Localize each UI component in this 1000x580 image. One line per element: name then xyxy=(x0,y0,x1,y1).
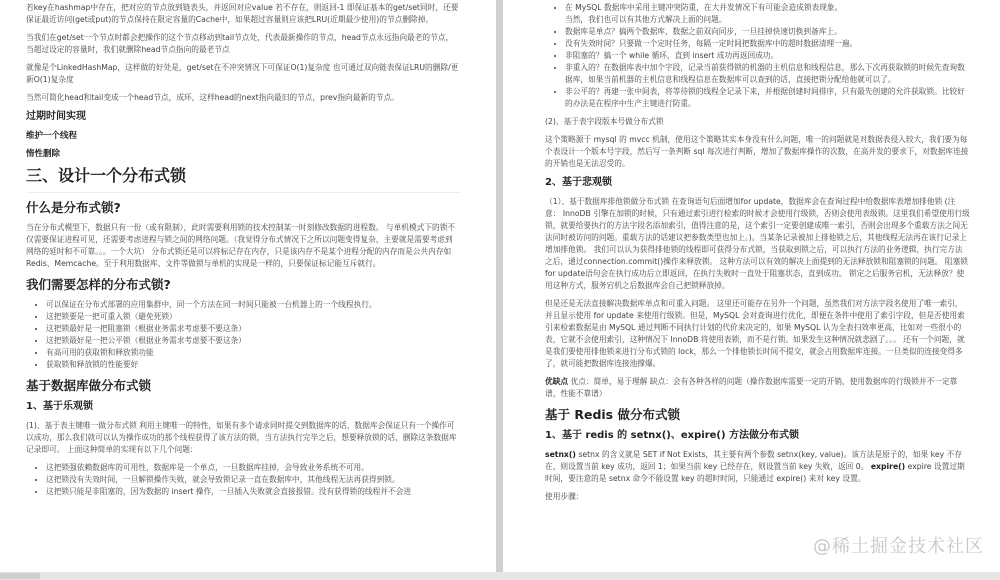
pros-cons-label: 优缺点 xyxy=(545,377,569,386)
list-lock-requirements xyxy=(46,299,460,371)
paragraph-setnx xyxy=(545,449,970,485)
setnx-text: setnx 的含义就是 SET if Not Exists，其主要有两个参数 setnx(key, value)。该方法是原子的，如果 key 不存在，则设置当前 key 成功，返回 1；如果当前 key 已经存在，则设置当前 key 失败，返回 0。 xyxy=(545,450,962,471)
setnx-label: setnx() xyxy=(545,450,576,459)
paragraph-version: 这个策略源于 mysql 的 mvcc 机制，使用这个策略其实本身没有什么问题，唯一的问题就是对数据表侵入较大，我们要为每个表设计一个版本号字段，然后写一条判断 sql 每次进行判断，增加了数据库操作的次数，在高并发的要求下，对数据库连接的开销也是无法忍受的。 xyxy=(545,135,969,168)
list-item-continuation: 当然，我们也可以有其他方式解决上面的问题。 xyxy=(565,15,727,24)
paragraph-pessimistic-lock: （1）、基于数据库排他锁做分布式锁 在查询语句后面增加for update，数据库会在查询过程中给数据库表增加排他锁 (注意： InnoDB 引擎在加锁的时候，只有通过索引进行检索的时候才会使用行级锁，否则会使用表级锁。这里我们希望使用行级锁，就要给要执行的方法字段名添加索引，值得注意的是，这个索引一定要创建成唯一索引，否则会出现多个重载方法之间无法同时被访问的问题。重载方法的话建议把参数类型也加上。)。当某条记录被加上排他锁之后，其他线程无法再在该行记录上增加排他锁。 我们可以认为获得排他锁的线程即可获得分布式锁，当获取到锁之后，可以执行方法的业务逻辑，执行完方法之后，通过connection.commit()操作来释放锁。 这种方法可以有效的解决上面提到的无法释放锁和阻塞锁的问题。 阻塞锁 for update语句会在执行成功后立即返回，在执行失败时一直处于阻塞状态，直到成功。 锁定之后服务宕机，无法释放？使用这种方式，服务宕机之后数据库会自己把锁释放掉。 xyxy=(545,197,970,290)
page-divider xyxy=(496,0,503,572)
horizontal-scrollbar[interactable] xyxy=(0,572,1000,580)
scrollbar-thumb[interactable] xyxy=(0,573,40,579)
list-item: • 在 MySQL 数据库中采用主键冲突防重，在大并发情况下有可能会造成锁表现象。 xyxy=(565,2,970,14)
heading-need-lock: 我们需要怎样的分布式锁? xyxy=(26,277,171,292)
list-item: • 非公平的？再建一张中间表，将等待锁的线程全记录下来，并根据创建时间排序，只有最先创建的允许获取锁。比较好的办法是在程序中生产主键进行防重。 xyxy=(565,86,970,110)
list-item: • 这把锁没有失效时间，一旦解锁操作失败，就会导致锁记录一直在数据库中，其他线程无法再获得到锁。 xyxy=(46,474,460,486)
paragraph-ring: 当然可简化head和tail变成一个head节点，成环，这样head的next指向最旧的节点，prev指向最新的节点。 xyxy=(26,93,399,102)
heading-setnx-expire: 1、基于 redis 的 setnx()、expire() 方法做分布式锁 xyxy=(545,430,800,441)
heading-lazy-delete: 惰性删除 xyxy=(26,149,61,159)
paragraph-lru-get-set: 若key在hashmap中存在，把对应的节点放到链表头，并返回对应value 若不存在，则返回-1 即保证基本的get/set同时，还要保证最近访问(get或put)的节点保持在限定容量的Cache中，如果超过容量则应该把LRU(近期最少使用)的节点删除掉。 xyxy=(26,3,459,24)
expire-label: expire() xyxy=(870,462,906,471)
heading-what-is-lock: 什么是分布式锁? xyxy=(26,200,121,215)
list-item: • 有高可用的获取锁和释放锁功能 xyxy=(46,347,460,359)
paragraph-optimistic-lock: (1)、基于表主键唯一做分布式锁 利用主键唯一的特性，如果有多个请求同时提交到数据库的话，数据库会保证只有一个操作可以成功，那么我们就可以认为操作成功的那个线程获得了该方法的锁，当方法执行完毕之后，想要释放锁的话，删除这条数据库记录即可。 上面这种简单的实现有以下几个问题： xyxy=(26,421,457,454)
heading-maintain-thread: 维护一个线程 xyxy=(26,131,78,141)
document-page-left xyxy=(0,0,496,572)
heading-expire-impl: 过期时间实现 xyxy=(26,111,86,122)
heading-redis-lock: 基于 Redis 做分布式锁 xyxy=(545,407,680,422)
pros-cons-text: 优点：简单，易于理解 缺点：会有各种各样的问题（操作数据库需要一定的开销，使用数据库的行级锁并不一定靠谱，性能不靠谱） xyxy=(545,377,958,398)
heading-optimistic-lock: 1、基于乐观锁 xyxy=(26,401,93,412)
list-item: • 获取锁和释放锁的性能要好 xyxy=(46,359,460,371)
list-item: • 这把锁最好是一把阻塞锁（根据业务需求考虑要不要这条） xyxy=(46,323,460,335)
list-item: • 这把锁只能是非阻塞的，因为数据的 insert 操作，一旦插入失败就会直接报错。没有获得锁的线程并不会进 xyxy=(46,486,460,498)
paragraph-but: 但是还是无法直接解决数据库单点和可重入问题。 这里还可能存在另外一个问题，虽然我们对方法字段名使用了唯一索引，并且显示使用 for update 来使用行级锁。但是，MySQL 会对查询进行优化，即便在条件中使用了索引字段，但是否使用索引来检索数据是由 MySQL 通过判断不同执行计划的代价来决定的，如果 MySQL 认为全表扫效率更高，比如对一些很小的表，它就不会使用索引，这种情况下 InnoDB 将使用表锁，而不是行锁。如果发生这种情况就悲剧了。。。 还有一个问题，就是我们要使用排他锁来进行分布式锁的 lock，那么一个排他锁长时间不提交，就会占用数据库连接。一旦类似的连接变得多了，就可能把数据库连接池撑爆。 xyxy=(545,299,965,368)
paragraph-pros-cons xyxy=(545,376,970,400)
watermark: @稀土掘金技术社区 xyxy=(813,536,984,557)
list-issues xyxy=(46,462,460,498)
list-solutions xyxy=(565,2,970,110)
list-item: • 这把锁最好是一把公平锁（根据业务需求考虑要不要这条） xyxy=(46,335,460,347)
paragraph-lru-tail: 当我们在get/set一个节点时都会把操作的这个节点移动到tail节点处，代表最新操作的节点，head节点永远指向最老的节点，当超过设定的容量时，我们就删除head节点指向的最老节点 xyxy=(26,33,454,54)
paragraph-usage: 使用步骤： xyxy=(545,492,584,501)
list-item: • 非阻塞的？搞一个 while 循环，直到 insert 成功再返回成功。 xyxy=(565,50,970,62)
heading-section-3: 三、设计一个分布式锁 xyxy=(26,166,460,193)
list-item: • 数据库是单点？搞两个数据库，数据之前双向同步，一旦挂掉快速切换到备库上。 xyxy=(565,26,970,38)
list-item: • 可以保证在分布式部署的应用集群中，同一个方法在同一时间只能被一台机器上的一个线程执行。 xyxy=(46,299,460,311)
list-item: • 非重入的？在数据库表中加个字段，记录当前获得锁的机器的主机信息和线程信息，那么下次再获取锁的时候先查询数据库，如果当前机器的主机信息和线程信息在数据库可以查到的话，直接把锁分配给他就可以了。 xyxy=(565,62,970,86)
heading-pessimistic-lock: 2、基于悲观锁 xyxy=(545,177,612,188)
paragraph-linkedhashmap: 就像是个LinkedHashMap，这样做的好处是，get/set在不冲突情况下可保证O(1)复杂度 也可通过双向链表保证LRU的删除/更新O(1)复杂度 xyxy=(26,63,459,84)
list-item: • 这把锁要是一把可重入锁（避免死锁） xyxy=(46,311,460,323)
list-item: • 这把锁强依赖数据库的可用性，数据库是一个单点，一旦数据库挂掉，会导致业务系统不可用。 xyxy=(46,462,460,474)
list-item: • 没有失效时间？只要做一个定时任务，每隔一定时间把数据库中的超时数据清理一遍。 xyxy=(565,38,970,50)
paragraph-version-title: (2)、基于表字段版本号做分布式锁 xyxy=(545,117,664,126)
heading-db-lock: 基于数据库做分布式锁 xyxy=(26,378,152,393)
expire-text: expire 设置过期时间，要注意的是 setnx 命令不能设置 key 的超时时间，只能通过 expire() 来对 key 设置。 xyxy=(545,462,965,483)
document-page-right xyxy=(503,0,1000,572)
paragraph-what-is-lock: 当在分布式模型下，数据只有一份（或有限制），此时需要利用锁的技术控制某一时刻修改数据的进程数。 与单机模式下的锁不仅需要保证进程可见，还需要考虑进程与锁之间的网络问题。（我觉得分布式情况下之所以问题变得复杂，主要就是需要考虑到网络的延时和不可靠。。。一个大坑） 分布式锁还是可以将标记存在内存，只是该内存不是某个进程分配的内存而是公共内存如 Redis、Memcache。至于利用数据库、文件等做锁与单机的实现是一样的，只要保证标记能互斥就行。 xyxy=(26,223,456,268)
